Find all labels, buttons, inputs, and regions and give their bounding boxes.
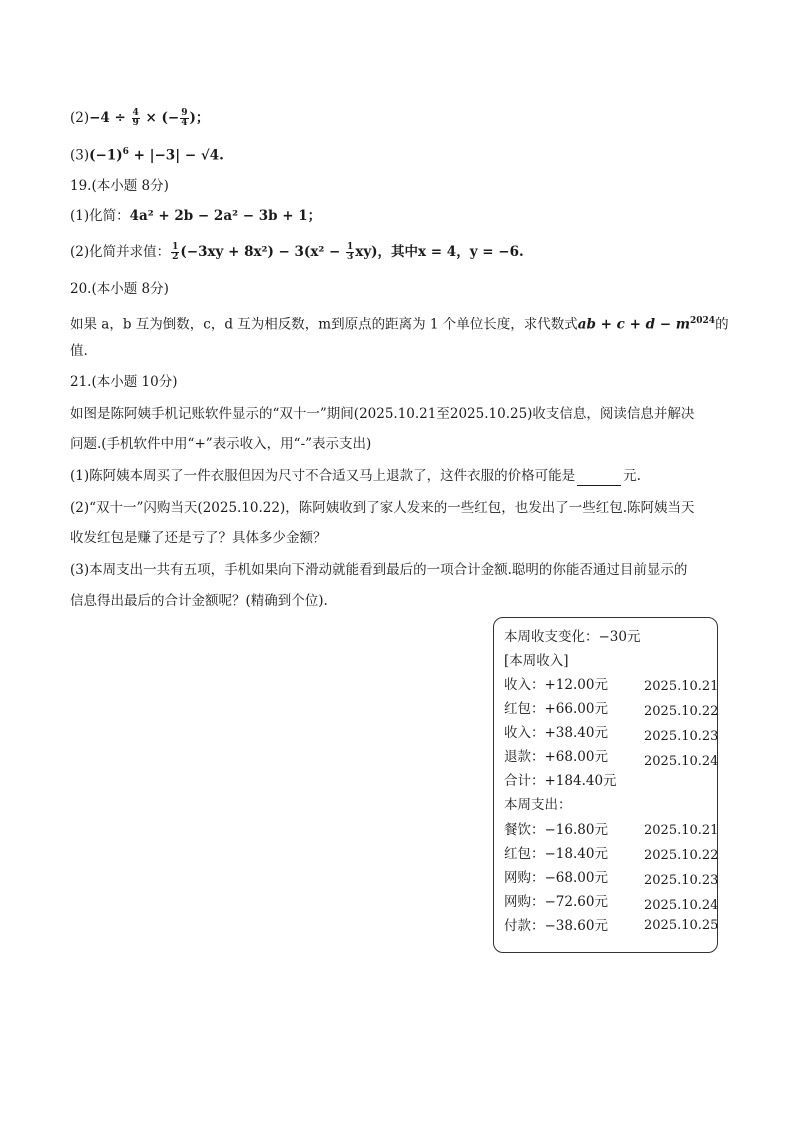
income-item: 收入：+12.00元 (504, 677, 608, 693)
expense-date: 2025.10.24 (644, 898, 719, 913)
income-date: 2025.10.24 (644, 754, 719, 769)
fraction (346, 243, 354, 262)
question-text: 如果 a，b 互为倒数，c，d 互为相反数，m到原点的距离为 1 个单位长度，求代数式 (70, 316, 578, 333)
q20-line2: 值. (70, 343, 88, 359)
math-expr: (−3xy + 8x²) − 3(x² − (180, 244, 345, 260)
math-exponent: 2024 (690, 316, 716, 326)
part-label: (2)化简并求值： (70, 244, 171, 260)
fraction (180, 109, 188, 128)
expense-item: 网购：−68.00元 (504, 870, 608, 886)
q19-part2 (70, 242, 524, 262)
fraction (171, 243, 179, 262)
income-item: 退款：+68.00元 (504, 749, 608, 765)
expense-date: 2025.10.21 (644, 823, 719, 838)
q18-part3 (70, 142, 224, 166)
q20-header: 20.(本小题 8分) (70, 281, 169, 297)
q21-part3-line2: 信息得出最后的合计金额呢？(精确到个位). (70, 593, 328, 609)
q21-part1 (70, 466, 641, 486)
fraction-denominator: 2 (172, 252, 179, 262)
income-date: 2025.10.23 (644, 729, 719, 744)
part-label: (3) (70, 147, 90, 164)
answer-blank[interactable] (577, 471, 621, 486)
q21-intro2: 问题.(手机软件中用“+”表示收入，用“-”表示支出) (70, 436, 372, 452)
math-exponent: 6 (122, 147, 129, 157)
math-expr: + |−3| − √4. (128, 147, 224, 164)
income-item: 红包：+66.00元 (504, 701, 608, 717)
math-expr: (−1) (89, 147, 123, 164)
question-text: (1)陈阿姨本周买了一件衣服但因为尺寸不合适又马上退款了，这件衣服的价格可能是 (70, 468, 576, 484)
q18-part2 (70, 108, 209, 128)
q19-header: 19.(本小题 8分) (70, 178, 169, 194)
income-date: 2025.10.21 (644, 679, 719, 694)
income-total: 合计：+184.40元 (504, 773, 617, 789)
income-header: [本周收入] (504, 653, 569, 669)
q21-part2-line2: 收发红包是赚了还是亏了？具体多少金额？ (70, 530, 327, 546)
ledger-summary: 本周收支变化：−30元 (504, 629, 641, 645)
math-expr: × (− (140, 110, 180, 126)
fraction-denominator: 4 (181, 118, 188, 128)
fraction-denominator: 3 (347, 252, 354, 262)
q21-intro1: 如图是陈阿姨手机记账软件显示的“双十一”期间(2025.10.21至2025.10.25)收支信息，阅读信息并解决 (70, 406, 695, 422)
fraction-numerator: 9 (181, 108, 188, 118)
expense-item: 网购：−72.60元 (504, 894, 608, 910)
expense-date: 2025.10.23 (644, 873, 719, 888)
math-expr: xy) (355, 244, 378, 260)
question-text: 的 (715, 316, 729, 333)
q21-header: 21.(本小题 10分) (70, 374, 178, 390)
expense-date: 2025.10.22 (644, 848, 719, 863)
fraction-numerator: 1 (172, 242, 179, 252)
expense-item: 付款：−38.60元 (504, 918, 608, 934)
q21-part3-line1: (3)本周支出一共有五项，手机如果向下滑动就能看到最后的一项合计金额.聪明的你能否通过目前显示的 (70, 562, 688, 578)
math-expr: )； (189, 110, 210, 126)
math-expr: ab + c + d − m (577, 316, 691, 333)
expense-item: 餐饮：−16.80元 (504, 822, 608, 838)
expense-header: 本周支出： (504, 797, 572, 813)
expense-item: 红包：−18.40元 (504, 846, 608, 862)
income-date: 2025.10.22 (644, 704, 719, 719)
q21-part2-line1: (2)“双十一”闪购当天(2025.10.22)，陈阿姨收到了家人发来的一些红包，也发出了一些红包.陈阿姨当天 (70, 500, 695, 516)
part-label: (1)化简： (70, 208, 130, 224)
q19-part1 (70, 206, 321, 226)
q20-line1 (70, 311, 729, 335)
condition-text: ，其中x = 4，y = −6. (377, 244, 524, 260)
part-label: (2) (70, 110, 90, 126)
question-text: 元. (623, 468, 641, 484)
income-item: 收入：+38.40元 (504, 725, 608, 741)
ledger-card (493, 617, 718, 953)
fraction-numerator: 1 (347, 242, 354, 252)
expense-date: 2025.10.25 (644, 918, 719, 933)
math-expr: −4 ÷ (89, 110, 131, 126)
fraction (132, 109, 140, 128)
fraction-denominator: 9 (132, 118, 139, 128)
fraction-numerator: 4 (132, 108, 139, 118)
math-expr: 4a² + 2b − 2a² − 3b + 1； (129, 208, 322, 224)
